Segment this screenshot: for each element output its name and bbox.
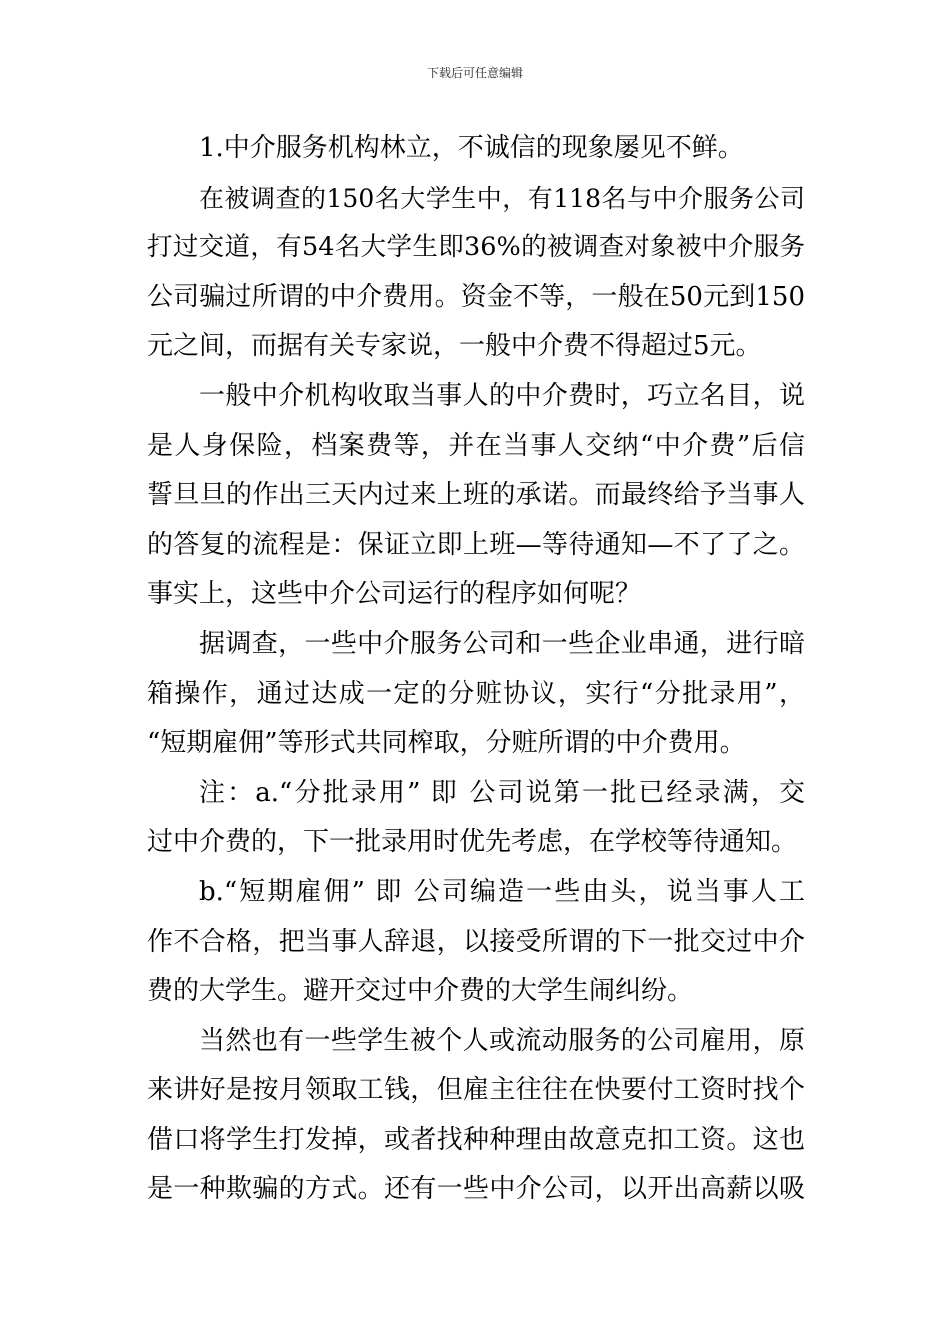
text-line: 过中介费的，下一批录用时优先考虑，在学校等待通知。 xyxy=(147,827,798,858)
text-line: b.“短期雇佣” 即 公司编造一些由头，说当事人工 xyxy=(199,876,805,907)
text-line: 注：a.“分批录用” 即 公司说第一批已经录满，交 xyxy=(199,777,805,808)
page-header: 下载后可任意编辑 xyxy=(426,66,523,80)
text-line: 当然也有一些学生被个人或流动服务的公司雇用，原 xyxy=(199,1025,805,1056)
text-line: 据调查，一些中介服务公司和一些企业串通，进行暗 xyxy=(199,628,805,659)
text-line: 一般中介机构收取当事人的中介费时，巧立名目，说 xyxy=(199,380,805,411)
text-line: 借口将学生打发掉，或者找种种理由故意克扣工资。这也 xyxy=(147,1124,805,1155)
text-line: 打过交道，有54名大学生即36%的被调查对象被中介服务 xyxy=(147,232,805,263)
text-line: 公司骗过所谓的中介费用。资金不等，一般在50元到150 xyxy=(147,281,805,312)
text-line: 费的大学生。避开交过中介费的大学生闹纠纷。 xyxy=(147,976,694,1007)
text-line: 事实上，这些中介公司运行的程序如何呢？ xyxy=(147,579,642,610)
text-line: 是一种欺骗的方式。还有一些中介公司，以开出高薪以吸 xyxy=(147,1174,805,1205)
text-line: 在被调查的150名大学生中，有118名与中介服务公司 xyxy=(199,183,805,213)
text-line: 1.中介服务机构林立，不诚信的现象屡见不鲜。 xyxy=(199,133,744,163)
text-line: “短期雇佣”等形式共同榨取，分赃所谓的中介费用。 xyxy=(147,728,746,759)
text-line: 箱操作，通过达成一定的分赃协议，实行“分批录用”， xyxy=(147,678,805,709)
text-line: 是人身保险，档案费等，并在当事人交纳“中介费”后信 xyxy=(147,430,805,461)
text-line: 誓旦旦的作出三天内过来上班的承诺。而最终给予当事人 xyxy=(147,480,805,511)
document-body xyxy=(147,124,805,1215)
text-line: 作不合格，把当事人辞退，以接受所谓的下一批交过中介 xyxy=(147,926,805,957)
text-line: 来讲好是按月领取工钱，但雇主往往在快要付工资时找个 xyxy=(147,1075,805,1106)
text-line: 的答复的流程是：保证立即上班—等待通知—不了了之。 xyxy=(147,529,805,560)
text-line: 元之间，而据有关专家说，一般中介费不得超过5元。 xyxy=(147,331,762,362)
